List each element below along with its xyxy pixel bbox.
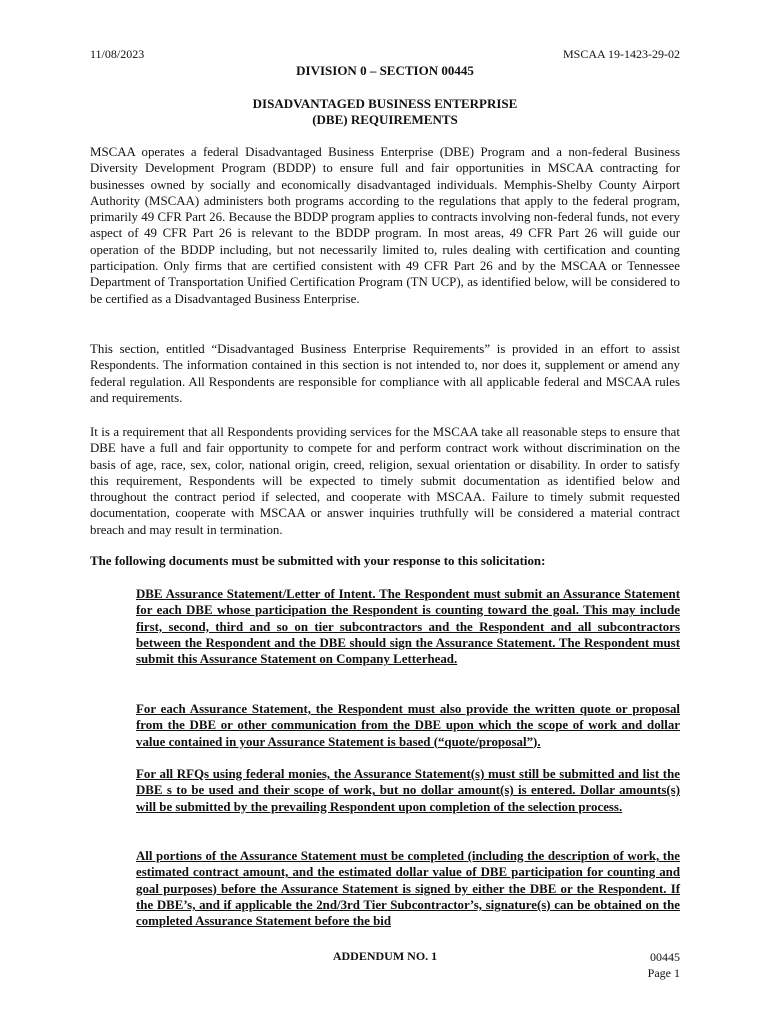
submission-heading: The following documents must be submitted with your response to this solicitation: (90, 554, 546, 568)
requirement-text: All portions of the Assurance Statement must be completed (including the description of work, the estimated contract amount, and the estimated dollar value of DBE participation for counting and goal purposes) before the Assurance Statement is signed by either the DBE or the Respondent. If the DBE’s, and if applicable the 2nd/3rd Tier Subcontractor’s, signature(s) can be obtained on the completed Assurance Statement before the bid (136, 849, 680, 929)
requirement-item (136, 701, 680, 750)
paragraph-text: MSCAA operates a federal Disadvantaged Business Enterprise (DBE) Program and a non-federal Business Diversity Development Program (BDDP) to ensure full and fair opportunities in MSCAA contracting for businesses owned by socially and economically disadvantaged individuals. Memphis-Shelby County Airport Authority (MSCAA) administers both programs according to the regulations that apply to the federal program, primarily 49 CFR Part 26. Because the BDDP program applies to contracts involving non-federal funds, not every aspect of 49 CFR Part 26 is relevant to the BDDP program. In most areas, 49 CFR Part 26 will guide our operation of the BDDP including, but not necessarily limited to, rules dealing with certification and counting participation. Only firms that are certified consistent with 49 CFR Part 26 and by the MSCAA or Tennessee Department of Transportation Unified Certification Program (TN UCP), as identified below, will be considered to be certified as a Disadvantaged Business Enterprise. (90, 145, 680, 306)
header-date: 11/08/2023 (90, 47, 145, 61)
division-heading: DIVISION 0 – SECTION 00445 (296, 63, 474, 78)
paragraph-2 (90, 341, 680, 406)
requirement-item (136, 848, 680, 929)
requirement-item (136, 766, 680, 815)
requirement-text: For all RFQs using federal monies, the Assurance Statement(s) must still be submitted and list the DBE s to be used and their scope of work, but no dollar amount(s) is entered. Dollar amounts(s) will be submitted by the prevailing Respondent upon completion of the selection process. (136, 767, 680, 814)
footer-section-number: 00445 (650, 950, 680, 964)
requirement-text: DBE Assurance Statement/Letter of Intent. The Respondent must submit an Assurance Statement for each DBE whose participation the Respondent is counting toward the goal. This may include first, second, third and so on tier subcontractors and the Respondent and all subcontractors between the Respondent and the DBE should sign the Assurance Statement. The Respondent must submit this Assurance Statement on Company Letterhead. (136, 587, 680, 667)
title-line-1: DISADVANTAGED BUSINESS ENTERPRISE (252, 96, 518, 111)
footer-page-info (648, 949, 680, 981)
paragraph-text: This section, entitled “Disadvantaged Business Enterprise Requirements” is provided in an effort to assist Respondents. The information contained in this section is not intended to, nor does it, supplement or amend any federal regulation. All Respondents are responsible for compliance with all applicable federal and MSCAA rules and requirements. (90, 342, 680, 405)
footer-page-label: Page 1 (647, 966, 680, 980)
requirement-item (136, 586, 680, 667)
requirement-text: For each Assurance Statement, the Respondent must also provide the written quote or proposal from the DBE or other communication from the DBE upon which the scope of work and dollar value contained in your Assurance Statement is based (“quote/proposal”). (136, 702, 680, 749)
footer-addendum: ADDENDUM NO. 1 (332, 949, 438, 963)
paragraph-3 (90, 424, 680, 538)
title-line-2: (DBE) REQUIREMENTS (312, 112, 458, 127)
header-doc-number: MSCAA 19-1423-29-02 (562, 47, 680, 61)
paragraph-text: It is a requirement that all Respondents providing services for the MSCAA take all reasonable steps to ensure that DBE have a full and fair opportunity to compete for and perform contract work without discrimination on the basis of age, race, sex, color, national origin, creed, religion, sexual orientation or disability. In order to satisfy this requirement, Respondents will be expected to timely submit documentation as identified below and throughout the contract period if selected, and cooperate with MSCAA. Failure to timely submit requested documentation, cooperate with MSCAA or answer inquiries truthfully will be considered a material contract breach and may result in termination. (90, 425, 680, 537)
paragraph-1 (90, 144, 680, 307)
